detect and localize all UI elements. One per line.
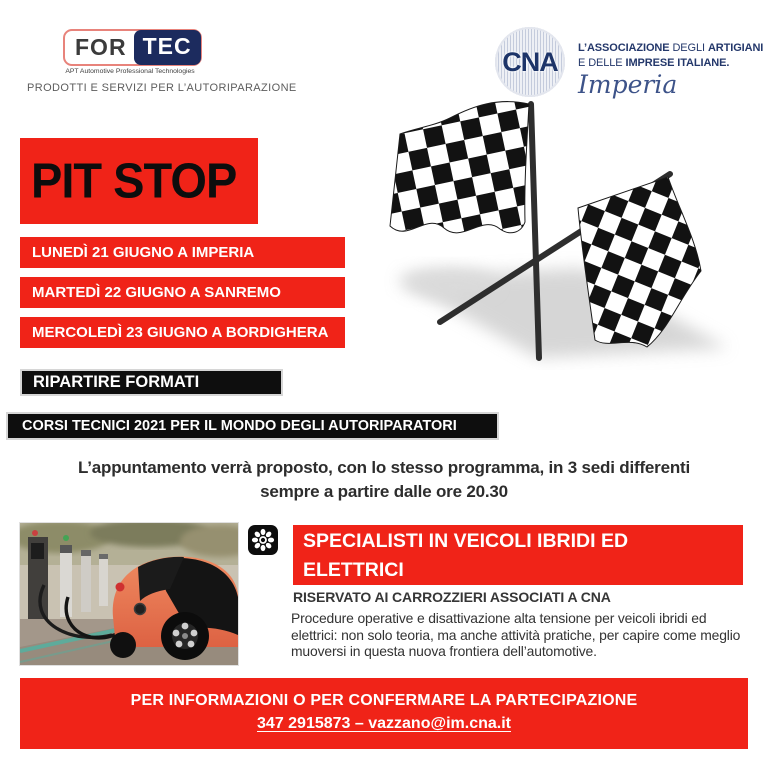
intro-line2: sempre a partire dalle ore 20.30 <box>260 482 508 501</box>
ev-car-charging-photo <box>20 523 238 665</box>
checkered-flags-icon <box>378 100 768 370</box>
schedule-item-imperia: LUNEDÌ 21 GIUGNO A IMPERIA <box>20 237 345 268</box>
event-title-box <box>20 138 258 224</box>
fortec-tagline: PRODOTTI E SERVIZI PER L’AUTORIPARAZIONE <box>27 82 297 94</box>
course-description: Procedure operative e disattivazione alta tensione per veicoli ibridi ed elettrici: non solo teoria, ma anche attività pratiche, per capire come meglio muoversi in questa nuova frontiera dell’automotive. <box>291 610 741 660</box>
event-title: PIT STOP <box>31 152 237 209</box>
schedule-item-bordighera: MERCOLEDÌ 23 GIUGNO A BORDIGHERA <box>20 317 345 348</box>
course-reserved-note: RISERVATO AI CARROZZIERI ASSOCIATI A CNA <box>293 589 611 605</box>
fortec-subtitle: APT Automotive Professional Technologies <box>65 68 195 75</box>
banner-corsi-tecnici: CORSI TECNICI 2021 PER IL MONDO DEGLI AUTORIPARATORI <box>6 412 499 440</box>
cna-line2-reg: E DELLE <box>578 56 626 69</box>
fortec-logo-for: FOR <box>75 34 127 60</box>
cna-association-text <box>578 41 763 70</box>
cna-logo-acronym: CNA <box>502 46 558 77</box>
banner-ripartire-formati: RIPARTIRE FORMATI <box>20 369 283 396</box>
course-title-box <box>293 525 743 585</box>
cna-line1-bold2: ARTIGIANI <box>707 42 764 54</box>
cna-line1-bold1: L’ASSOCIAZIONE <box>578 42 670 54</box>
cna-region-label: Imperia <box>578 70 678 99</box>
footer-contact-banner <box>20 678 748 749</box>
checkered-flag-left <box>390 102 529 233</box>
cna-line2-bold: IMPRESE ITALIANE. <box>625 56 730 69</box>
wheel-flower-icon <box>248 525 278 555</box>
checkered-flag-right <box>578 177 701 347</box>
cna-logo <box>495 27 565 97</box>
schedule-item-sanremo: MARTEDÌ 22 GIUGNO A SANREMO <box>20 277 345 308</box>
fortec-logo <box>63 29 202 66</box>
intro-line1: L’appuntamento verrà proposto, con lo stesso programma, in 3 sedi differenti <box>77 458 691 477</box>
footer-contact-link[interactable]: 347 2915873 – vazzano@im.cna.it <box>257 715 511 732</box>
cna-line1-reg: DEGLI <box>669 42 708 54</box>
course-title-line1: SPECIALISTI IN VEICOLI IBRIDI ED <box>303 530 629 552</box>
course-title-line2: ELETTRICI <box>303 559 404 581</box>
fortec-logo-tec: TEC <box>134 30 201 65</box>
intro-paragraph <box>0 456 768 504</box>
footer-info-line: PER INFORMAZIONI O PER CONFERMARE LA PARTECIPAZIONE <box>130 692 638 709</box>
